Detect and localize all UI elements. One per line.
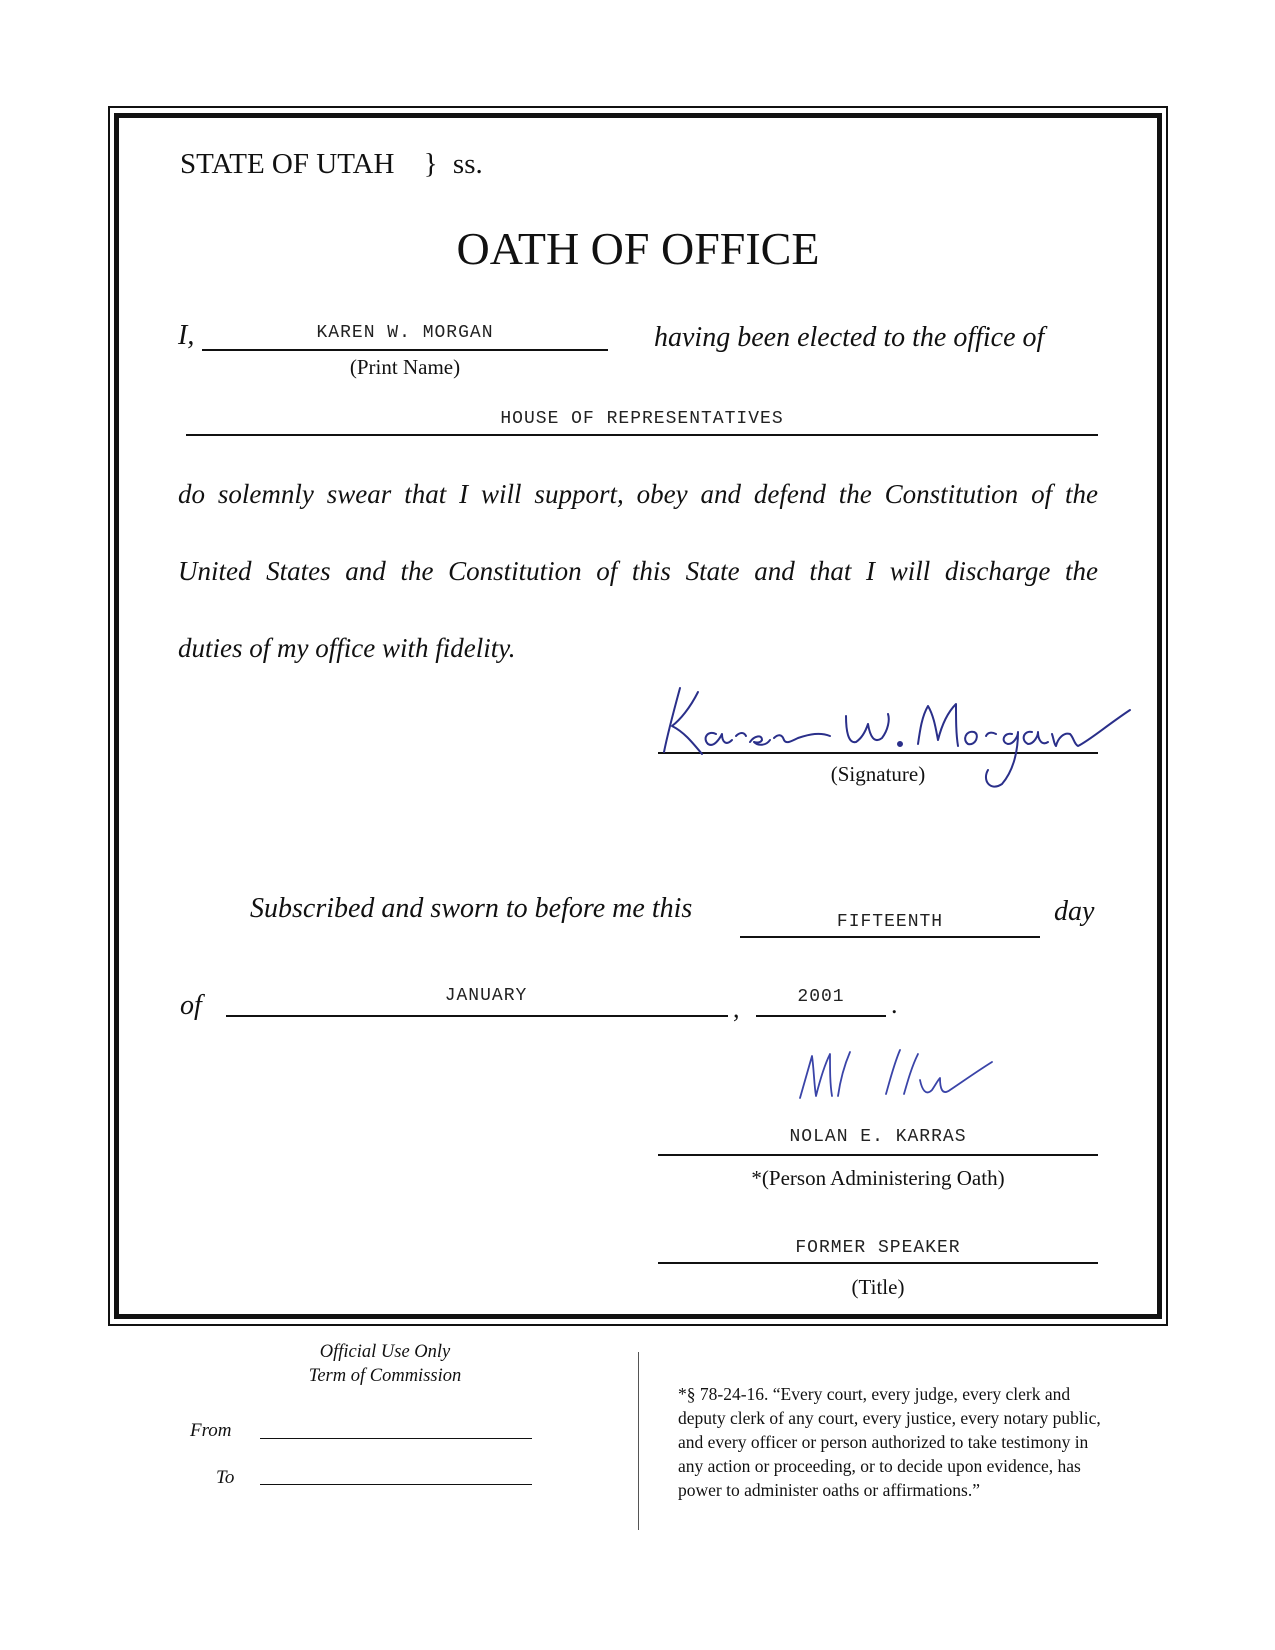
document-title: OATH OF OFFICE [456, 223, 820, 274]
year-value: 2001 [797, 987, 845, 1007]
day-word: day [1054, 896, 1095, 927]
administrator-line [658, 1154, 1098, 1156]
from-line [260, 1438, 532, 1439]
statute-line-2: deputy clerk of any court, every justice, every notary public, [678, 1408, 1101, 1428]
elected-text: having been elected to the office of [654, 322, 1045, 353]
month-value: JANUARY [444, 986, 528, 1006]
statute-line-1: *§ 78-24-16. “Every court, every judge, every clerk and [678, 1384, 1071, 1404]
oath-line-1: do solemnly swear that I will support, obey and defend the Constitution of the [178, 479, 1098, 509]
date-period: . [891, 990, 898, 1019]
to-line [260, 1484, 532, 1485]
oath-line-2: United States and the Constitution of this State and that I will discharge the [178, 556, 1098, 586]
to-label: To [216, 1467, 235, 1488]
statute-line-5: power to administer oaths or affirmations.” [678, 1480, 980, 1500]
term-of-commission-heading: Term of Commission [308, 1366, 462, 1386]
day-value: FIFTEENTH [836, 912, 944, 932]
official-use-heading: Official Use Only [319, 1342, 451, 1362]
brace-symbol: } [423, 148, 438, 180]
title-value: FORMER SPEAKER [795, 1238, 961, 1258]
from-label: From [190, 1420, 232, 1441]
state-name: STATE OF UTAH [180, 148, 395, 180]
statute-text [678, 1382, 1101, 1502]
day-line [740, 936, 1040, 938]
print-name-caption: (Print Name) [349, 355, 461, 379]
date-comma: , [733, 994, 740, 1023]
month-line [226, 1015, 728, 1017]
print-name-value: KAREN W. MORGAN [316, 323, 494, 343]
statute-line-4: any action or proceeding, or to decide upon evidence, has [678, 1456, 1081, 1476]
nolan-karras-signature [790, 1040, 1000, 1110]
title-line [658, 1262, 1098, 1264]
title-caption: (Title) [851, 1275, 905, 1299]
office-line [186, 434, 1098, 436]
ss-label: ss. [452, 148, 483, 180]
oath-prefix: I, [178, 320, 195, 351]
sworn-text: Subscribed and sworn to before me this [250, 893, 693, 924]
of-word: of [180, 990, 202, 1021]
print-name-line [202, 349, 608, 351]
oath-line-3: duties of my office with fidelity. [178, 633, 516, 663]
state-heading [180, 148, 483, 181]
year-line [756, 1015, 886, 1017]
footer-divider [638, 1352, 639, 1530]
office-value: HOUSE OF REPRESENTATIVES [500, 409, 784, 429]
administrator-name: NOLAN E. KARRAS [789, 1127, 967, 1147]
signature-caption: (Signature) [830, 762, 926, 786]
administrator-caption: *(Person Administering Oath) [751, 1166, 1005, 1190]
statute-line-3: and every officer or person authorized to take testimony in [678, 1432, 1089, 1452]
